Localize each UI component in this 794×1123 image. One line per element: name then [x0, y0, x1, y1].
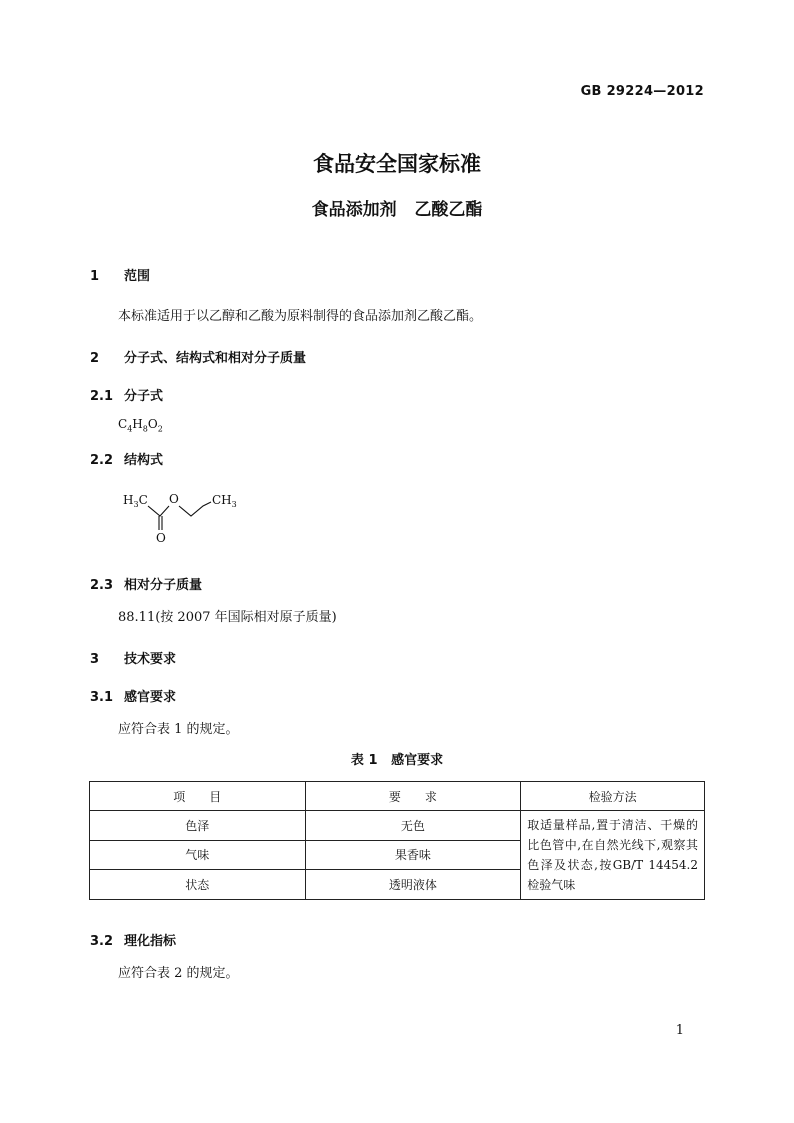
table-1-caption: 表 1 感官要求 — [350, 753, 444, 768]
section-3-1-text: 应符合表 1 的规定。 — [118, 722, 239, 737]
section-title: 相对分子质量 — [124, 578, 203, 593]
section-number: 3.1 — [90, 690, 114, 705]
section-3-heading — [90, 648, 176, 667]
section-2-3-text: 88.11(按 2007 年国际相对原子质量) — [118, 610, 337, 625]
section-title: 结构式 — [124, 453, 164, 468]
structural-formula — [118, 484, 248, 550]
table-row — [90, 811, 705, 841]
svg-text:CH3: $CH_3$ — [212, 493, 237, 509]
sensory-requirements-table — [89, 781, 705, 900]
section-number: 3.2 — [90, 934, 114, 949]
table-header-row — [90, 782, 705, 811]
svg-text:O: O — [169, 492, 179, 506]
section-number: 2.3 — [90, 578, 114, 593]
requirement-cell: 无色 — [305, 811, 521, 841]
section-2-1-heading — [90, 385, 163, 404]
test-method-cell: 取适量样品,置于清洁、干燥的比色管中,在自然光线下,观察其色泽及状态,按GB/T 14454.2检验气味 — [521, 811, 705, 900]
page-number: 1 — [675, 1023, 684, 1038]
section-number: 2.1 — [90, 389, 114, 404]
item-cell: 气味 — [90, 840, 306, 870]
section-2-3-heading — [90, 574, 202, 593]
section-number: 2.2 — [90, 453, 114, 468]
section-title: 范围 — [124, 269, 151, 284]
svg-text:H3C: $H_3C$ — [123, 493, 148, 509]
item-cell: 状态 — [90, 870, 306, 900]
section-number: 2 — [90, 351, 100, 366]
section-title: 理化指标 — [124, 934, 177, 949]
section-title: 技术要求 — [124, 652, 177, 667]
section-2-2-heading — [90, 449, 163, 468]
section-3-2-heading — [90, 930, 176, 949]
column-header-test-method: 检验方法 — [521, 782, 705, 811]
requirement-cell: 果香味 — [305, 840, 521, 870]
document-number: GB 29224—2012 — [580, 84, 704, 99]
section-number: 1 — [90, 269, 100, 284]
section-title: 分子式 — [124, 389, 164, 404]
section-title: 感官要求 — [124, 690, 177, 705]
section-2-heading — [90, 347, 306, 366]
section-title: 分子式、结构式和相对分子质量 — [124, 351, 307, 366]
section-3-1-heading — [90, 686, 176, 705]
section-1-heading — [90, 265, 150, 284]
document-subtitle: 食品添加剂 乙酸乙酯 — [311, 200, 483, 220]
section-number: 3 — [90, 652, 100, 667]
column-header-item: 项 目 — [90, 782, 306, 811]
item-cell: 色泽 — [90, 811, 306, 841]
column-header-requirement: 要 求 — [305, 782, 521, 811]
section-3-2-text: 应符合表 2 的规定。 — [118, 966, 239, 981]
requirement-cell: 透明液体 — [305, 870, 521, 900]
svg-text:O: O — [156, 531, 166, 545]
section-1-text: 本标准适用于以乙醇和乙酸为原料制得的食品添加剂乙酸乙酯。 — [118, 309, 483, 324]
document-title: 食品安全国家标准 — [313, 152, 481, 176]
molecular-formula: $C_4H_8O_2$ — [118, 417, 163, 434]
